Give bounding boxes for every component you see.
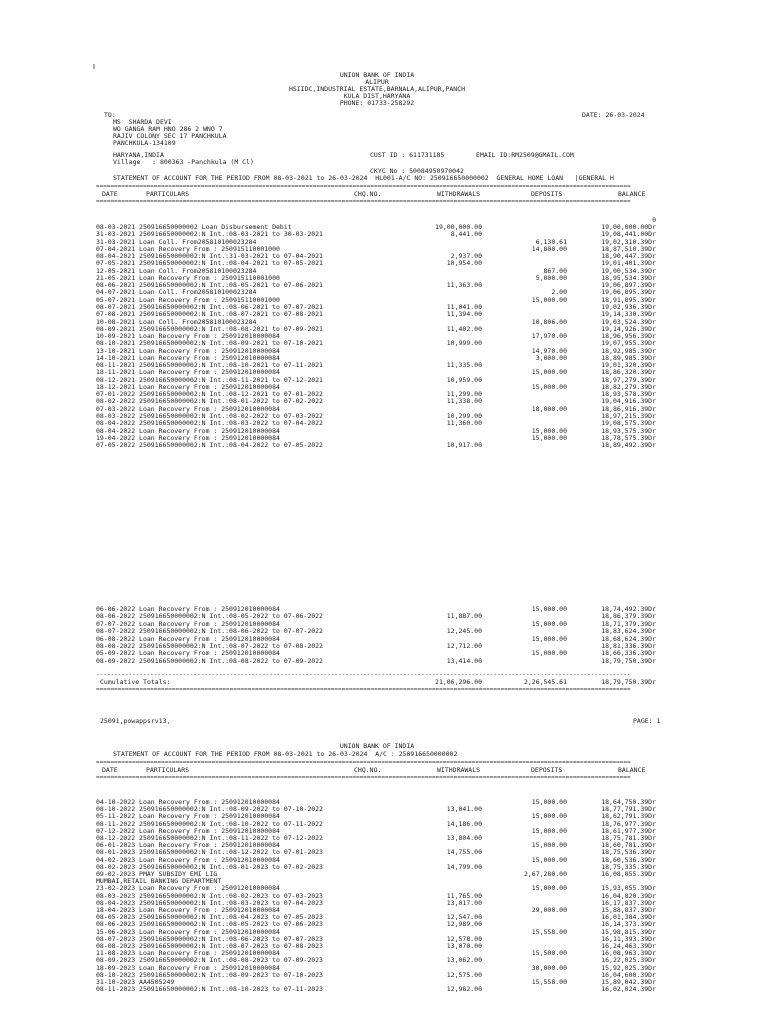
row-particulars: 08-11-2023 250916650000002:N Int.:08-10-2023 to 07-11-2023 bbox=[96, 985, 323, 994]
row-particulars: 08-10-2023 250916650000002:N Int.:08-09-2023 to 07-10-2023 bbox=[96, 970, 323, 979]
row-balance: 19,01,401.39Dr bbox=[601, 259, 656, 268]
row-withdrawal: 12,245.00 bbox=[446, 627, 482, 636]
row-particulars: 07-08-2021 250916650000002:N Int.:08-07-2021 to 07-08-2021 bbox=[96, 310, 323, 319]
row-withdrawal: 13,070.00 bbox=[446, 942, 482, 950]
row-withdrawal: 11,338.00 bbox=[446, 397, 482, 406]
row-particulars: 06-08-2022 Loan Recovery From : 250912010000084 bbox=[96, 634, 280, 643]
row-balance: 18,86,916.39Dr bbox=[601, 404, 656, 413]
row-particulars: 06-06-2022 Loan Recovery From : 250912010000084 bbox=[96, 605, 280, 613]
row-balance: 18,79,750.39Dr bbox=[601, 656, 656, 665]
row-particulars: 08-12-2021 250916650000002:N Int.:08-11-2021 to 07-12-2021 bbox=[96, 375, 323, 384]
table-row bbox=[96, 658, 659, 665]
col-deposits: DEPOSITS bbox=[531, 190, 563, 198]
col-deposits: DEPOSITS bbox=[531, 766, 563, 774]
row-balance: 16,01,384.39Dr bbox=[601, 913, 656, 922]
row-deposit: 867.00 bbox=[543, 266, 567, 275]
row-withdrawal: 10,959.00 bbox=[446, 375, 482, 384]
row-balance: 19,02,310.39Dr bbox=[601, 237, 656, 246]
to-label: TO: bbox=[104, 111, 116, 119]
branch-phone: PHONE: 01733-258292 bbox=[339, 99, 415, 107]
row-particulars: 11-08-2023 Loan Recovery From : 250912010000084 bbox=[96, 949, 280, 958]
cumulative-deposits: 2,26,545.61 bbox=[523, 678, 567, 686]
row-deposit: 15,000.00 bbox=[531, 295, 567, 304]
row-particulars: 31-03-2021 Loan Coll. From205810100023284 bbox=[96, 237, 257, 246]
table-row bbox=[96, 986, 659, 993]
customer-id: CUST ID : 611731185 bbox=[370, 151, 445, 159]
row-balance: 16,02,024.39Dr bbox=[601, 985, 656, 994]
row-withdrawal: 13,062.00 bbox=[446, 956, 482, 965]
row-particulars: 08-09-2021 250916650000002:N Int.:08-08-2021 to 07-09-2021 bbox=[96, 324, 323, 333]
row-withdrawal: 11,299.00 bbox=[446, 390, 482, 399]
row-balance: 19,08,575.39Dr bbox=[601, 419, 656, 428]
row-balance: 15,98,815.39Dr bbox=[601, 927, 656, 936]
row-balance: 16,11,393.39Dr bbox=[601, 934, 656, 943]
col-withdrawals: WITHDRAWALS bbox=[437, 766, 481, 774]
customer-name: MS SHARDA DEVI bbox=[113, 118, 172, 126]
row-balance: 18,92,985.39Dr bbox=[601, 346, 656, 355]
col-date: DATE bbox=[102, 190, 118, 198]
row-balance: 18,68,624.39Dr bbox=[601, 634, 656, 643]
row-particulars: 08-07-2021 250916650000002:N Int.:08-06-2021 to 07-07-2021 bbox=[96, 302, 323, 311]
row-deposit: 15,000.00 bbox=[531, 433, 567, 442]
row-withdrawal: 2,937.00 bbox=[450, 252, 482, 261]
customer-address-3: PANCHKULA-134109 bbox=[113, 139, 176, 147]
cumulative-withdrawals: 21,06,296.00 bbox=[435, 678, 482, 686]
row-balance: 18,74,492.39Dr bbox=[601, 605, 656, 613]
row-balance: 19,01,320.39Dr bbox=[601, 361, 656, 370]
row-particulars: 12-05-2021 Loan Coll. From205810100023284 bbox=[96, 266, 257, 275]
statement-date: DATE: 26-03-2024 bbox=[582, 111, 645, 119]
row-balance: 16,04,820.39Dr bbox=[601, 891, 656, 900]
row-particulars: 18-09-2023 Loan Recovery From : 250912010000084 bbox=[96, 963, 280, 972]
row-balance: 15,92,025.39Dr bbox=[601, 963, 656, 972]
row-particulars: 07-12-2022 Loan Recovery From : 250912010000084 bbox=[96, 826, 280, 835]
statement-title: STATEMENT OF ACCOUNT FOR THE PERIOD FROM 08-03-2021 to 26-03-2024 HL001-A/C NO: 250916650000002 GENERAL HOME LOAN |GENERAL H bbox=[113, 174, 614, 182]
row-balance: 19,04,916.39Dr bbox=[601, 397, 656, 406]
row-particulars: 08-03-2022 250916650000002:N Int.:08-02-2022 to 07-03-2022 bbox=[96, 412, 323, 421]
branch-address-2: KULA DIST,HARYANA bbox=[343, 92, 411, 100]
row-particulars: 18-11-2021 Loan Recovery From : 250912010000084 bbox=[96, 368, 280, 377]
row-particulars: 08-08-2023 250916650000002:N Int.:08-07-2023 to 07-08-2023 bbox=[96, 942, 323, 950]
cumulative-balance: 18,79,750.39Dr bbox=[601, 678, 656, 686]
row-withdrawal: 14,755.00 bbox=[446, 848, 482, 857]
row-balance: 16,14,373.39Dr bbox=[601, 920, 656, 929]
row-deposit: 15,558.00 bbox=[531, 978, 567, 986]
row-withdrawal: 11,887.00 bbox=[446, 612, 482, 621]
row-withdrawal: 14,186.00 bbox=[446, 819, 482, 828]
cumulative-totals-row bbox=[96, 679, 659, 686]
row-particulars: 08-04-2021 250916650000002:N Int.:31-03-2021 to 07-04-2021 bbox=[96, 252, 323, 261]
row-withdrawal: 13,414.00 bbox=[446, 656, 482, 665]
row-balance: 18,86,320.39Dr bbox=[601, 368, 656, 377]
row-particulars: 08-11-2021 250916650000002:N Int.:08-10-2021 to 07-11-2021 bbox=[96, 361, 323, 370]
row-particulars: 07-05-2021 250916650000002:N Int.:08-04-2021 to 07-05-2021 bbox=[96, 259, 323, 268]
row-particulars: 08-08-2022 250916650000002:N Int.:08-07-2022 to 07-08-2022 bbox=[96, 642, 323, 650]
row-deposit: 15,000.00 bbox=[531, 826, 567, 835]
page2-bank-name: UNION BANK OF INDIA bbox=[339, 742, 415, 750]
row-particulars: 08-06-2022 250916650000002:N Int.:08-05-2022 to 07-06-2022 bbox=[96, 612, 323, 621]
row-particulars: 13-10-2021 Loan Recovery From : 250912010000084 bbox=[96, 346, 280, 355]
row-withdrawal: 11,360.00 bbox=[446, 419, 482, 428]
row-particulars: 05-11-2022 Loan Recovery From : 250912010000084 bbox=[96, 812, 280, 821]
row-balance: 15,93,055.39Dr bbox=[601, 884, 656, 893]
table-row bbox=[96, 442, 659, 449]
row-particulars: 08-07-2023 250916650000002:N Int.:08-06-2023 to 07-07-2023 bbox=[96, 934, 323, 943]
row-balance: 18,91,895.39Dr bbox=[601, 295, 656, 304]
row-deposit: 18,000.00 bbox=[531, 404, 567, 413]
row-particulars: 08-06-2023 250916650000002:N Int.:08-05-2023 to 07-06-2023 bbox=[96, 920, 323, 929]
row-balance: 18,75,335.39Dr bbox=[601, 862, 656, 871]
row-balance: 16,17,837.39Dr bbox=[601, 898, 656, 907]
row-withdrawal: 19,00,000.00 bbox=[435, 223, 482, 231]
row-deposit: 14,970.00 bbox=[531, 346, 567, 355]
page-number: PAGE: 1 bbox=[633, 717, 661, 725]
row-balance: 18,77,791.39Dr bbox=[601, 805, 656, 814]
row-particulars: 08-05-2023 250916650000002:N Int.:08-04-2023 to 07-05-2023 bbox=[96, 913, 323, 922]
row-balance: 18,90,447.39Dr bbox=[601, 252, 656, 261]
row-particulars: 10-09-2021 Loan Recovery From : 250912010000084 bbox=[96, 332, 280, 341]
row-withdrawal: 14,799.00 bbox=[446, 862, 482, 871]
row-deposit: 15,000.00 bbox=[531, 855, 567, 864]
customer-address-1: WO GANGA RAM HNO 286 2 WNO 7 bbox=[113, 125, 223, 133]
row-deposit: 3,000.00 bbox=[535, 353, 567, 362]
row-particulars: 19-04-2022 Loan Recovery From : 250912010000084 bbox=[96, 433, 280, 442]
row-particulars: 07-04-2021 Loan Recovery From : 250915110001000 bbox=[96, 244, 280, 253]
row-withdrawal: 13,041.00 bbox=[446, 805, 482, 814]
row-balance: 18,60,536.39Dr bbox=[601, 855, 656, 864]
row-balance: 16,08,963.39Dr bbox=[601, 949, 656, 958]
row-withdrawal: 10,954.00 bbox=[446, 259, 482, 268]
row-particulars: 15-06-2023 Loan Recovery From : 250912010000084 bbox=[96, 927, 280, 936]
row-balance: 18,97,279.39Dr bbox=[601, 375, 656, 384]
col-withdrawals: WITHDRAWALS bbox=[437, 190, 481, 198]
row-deposit: 15,500.00 bbox=[531, 949, 567, 958]
row-balance: 18,89,492.39Dr bbox=[601, 441, 656, 450]
row-deposit: 30,000.00 bbox=[531, 963, 567, 972]
row-particulars: 08-02-2023 250916650000002:N Int.:08-01-2023 to 07-02-2023 bbox=[96, 862, 323, 871]
opening-balance: 0 bbox=[652, 216, 656, 224]
row-deposit: 14,800.00 bbox=[531, 244, 567, 253]
row-particulars: 08-09-2022 250916650000002:N Int.:08-08-2022 to 07-09-2022 bbox=[96, 656, 323, 665]
row-particulars: 10-08-2021 Loan Coll. From205810100023284 bbox=[96, 317, 257, 326]
row-balance: 18,75,536.39Dr bbox=[601, 848, 656, 857]
row-deposit: 15,000.00 bbox=[531, 649, 567, 658]
row-balance: 18,60,781.39Dr bbox=[601, 841, 656, 850]
row-balance: 18,93,575.39Dr bbox=[601, 426, 656, 435]
row-balance: 19,08,441.00Dr bbox=[601, 230, 656, 239]
row-deposit: 5,000.00 bbox=[535, 273, 567, 282]
row-particulars: 07-03-2022 Loan Recovery From : 250912010000084 bbox=[96, 404, 280, 413]
row-balance: 18,87,510.39Dr bbox=[601, 244, 656, 253]
row-particulars: 05-07-2021 Loan Recovery From : 250915110001000 bbox=[96, 295, 280, 304]
row-particulars: 07-01-2022 250916650000002:N Int.:08-12-2021 to 07-01-2022 bbox=[96, 390, 323, 399]
col-balance: BALANCE bbox=[618, 766, 646, 774]
col-date: DATE bbox=[102, 766, 118, 774]
row-deposit: 15,000.00 bbox=[531, 382, 567, 391]
row-withdrawal: 11,335.00 bbox=[446, 361, 482, 370]
row-balance: 18,83,624.39Dr bbox=[601, 627, 656, 636]
table-row bbox=[96, 972, 659, 979]
row-balance: 19,02,936.39Dr bbox=[601, 302, 656, 311]
row-particulars: 08-04-2022 250916650000002:N Int.:08-03-2022 to 07-04-2022 bbox=[96, 419, 323, 428]
row-balance: 18,75,781.39Dr bbox=[601, 834, 656, 842]
row-particulars: 08-07-2022 250916650000002:N Int.:08-06-2022 to 07-07-2022 bbox=[96, 627, 323, 636]
row-balance: 16,22,025.39Dr bbox=[601, 956, 656, 965]
row-balance: 18,66,336.39Dr bbox=[601, 649, 656, 658]
row-particulars: 09-02-2023 PMAY SUBSIDY EMI LIG bbox=[96, 870, 218, 878]
row-balance: 18,71,379.39Dr bbox=[601, 619, 656, 628]
row-particulars: 05-09-2022 Loan Recovery From : 250912010000084 bbox=[96, 649, 280, 658]
row-deposit: 15,000.00 bbox=[531, 841, 567, 850]
row-withdrawal: 12,575.00 bbox=[446, 970, 482, 979]
row-particulars: 08-11-2022 250916650000002:N Int.:08-10-2022 to 07-11-2022 bbox=[96, 819, 323, 828]
bank-name: UNION BANK OF INDIA bbox=[339, 71, 415, 79]
row-withdrawal: 11,402.00 bbox=[446, 324, 482, 333]
row-balance: 18,86,379.39Dr bbox=[601, 612, 656, 621]
row-particulars: 08-04-2023 250916650000002:N Int.:08-03-2023 to 07-04-2023 bbox=[96, 898, 323, 907]
row-particulars: 04-02-2023 Loan Recovery From : 250912010000084 bbox=[96, 855, 280, 864]
row-balance: 16,08,055.39Dr bbox=[601, 870, 656, 878]
row-balance: 18,96,956.39Dr bbox=[601, 332, 656, 341]
cumulative-label: Cumulative Totals: bbox=[100, 678, 171, 686]
row-deposit: 15,000.00 bbox=[531, 812, 567, 821]
row-balance: 19,03,524.39Dr bbox=[601, 317, 656, 326]
row-particulars: 04-07-2021 Loan Coll. From205810100023284 bbox=[96, 288, 257, 297]
row-balance: 16,04,600.39Dr bbox=[601, 970, 656, 979]
row-particulars: 08-03-2021 250916650000002 Loan Disbursement Debit bbox=[96, 223, 292, 231]
row-withdrawal: 8,441.00 bbox=[450, 230, 482, 239]
row-balance: 16,24,463.39Dr bbox=[601, 942, 656, 950]
row-particulars: 08-10-2022 250916650000002:N Int.:08-09-2022 to 07-10-2022 bbox=[96, 805, 323, 814]
row-deposit: 15,000.00 bbox=[531, 426, 567, 435]
row-particulars: 23-02-2023 Loan Recovery From : 250912010000084 bbox=[96, 884, 280, 893]
row-particulars: 08-06-2021 250916650000002:N Int.:08-05-2021 to 07-06-2021 bbox=[96, 281, 323, 290]
row-deposit: 15,000.00 bbox=[531, 368, 567, 377]
row-balance: 19,06,897.39Dr bbox=[601, 281, 656, 290]
customer-address-2: RAJIV COLONY SEC 17 PANCHKULA bbox=[113, 132, 227, 140]
row-deposit: 29,000.00 bbox=[531, 906, 567, 914]
row-particulars: 08-12-2022 250916650000002:N Int.:08-11-2022 to 07-12-2022 bbox=[96, 834, 323, 842]
row-balance: 18,76,977.39Dr bbox=[601, 819, 656, 828]
row-withdrawal: 13,017.00 bbox=[446, 898, 482, 907]
separator: ==================================================================================================================================================== bbox=[96, 775, 631, 781]
ckyc-number: CKYC No : 50084950970042 bbox=[370, 167, 464, 175]
row-deposit: 2,67,280.00 bbox=[523, 870, 567, 878]
row-particulars: 18-04-2023 Loan Recovery From : 250912010000084 bbox=[96, 906, 280, 914]
row-withdrawal: 10,999.00 bbox=[446, 339, 482, 348]
row-balance: 18,78,575.39Dr bbox=[601, 433, 656, 442]
row-withdrawal: 11,394.00 bbox=[446, 310, 482, 319]
separator: ==================================================================================================================================================== bbox=[96, 199, 631, 205]
row-balance: 19,00,000.00Dr bbox=[601, 223, 656, 231]
row-particulars: 06-01-2023 Loan Recovery From : 250912010000084 bbox=[96, 841, 280, 850]
col-chq: CHQ.NO. bbox=[354, 766, 382, 774]
row-balance: 15,88,837.39Dr bbox=[601, 906, 656, 914]
row-particulars: 21-05-2021 Loan Recovery From : 250915110001000 bbox=[96, 273, 280, 282]
page2-statement-title: STATEMENT OF ACCOUNT FOR THE PERIOD FROM 08-03-2021 to 26-03-2024 A/C : 250916650000002 bbox=[113, 750, 458, 758]
row-balance: 18,89,985.39Dr bbox=[601, 353, 656, 362]
row-balance: 18,95,534.39Dr bbox=[601, 273, 656, 282]
row-withdrawal: 12,712.00 bbox=[446, 642, 482, 650]
customer-address-4: HARYANA,INDIA bbox=[113, 151, 164, 159]
row-particulars: 04-10-2022 Loan Recovery From : 250912010000084 bbox=[96, 798, 280, 806]
row-deposit: 15,000.00 bbox=[531, 634, 567, 643]
row-particulars: 08-01-2023 250916650000002:N Int.:08-12-2022 to 07-01-2023 bbox=[96, 848, 323, 857]
row-withdrawal: 11,363.00 bbox=[446, 281, 482, 290]
row-particulars: 08-09-2023 250916650000002:N Int.:08-08-2023 to 07-09-2023 bbox=[96, 956, 323, 965]
column-header bbox=[96, 191, 659, 198]
row-deposit: 15,558.00 bbox=[531, 927, 567, 936]
row-particulars: 08-02-2022 250916650000002:N Int.:08-01-2022 to 07-02-2022 bbox=[96, 397, 323, 406]
separator: ==================================================================================================================================================== bbox=[96, 687, 631, 693]
row-deposit: 15,000.00 bbox=[531, 798, 567, 806]
row-particulars: 31-10-2023 AA4505249 bbox=[96, 978, 175, 986]
row-balance: 19,14,330.39Dr bbox=[601, 310, 656, 319]
row-withdrawal: 12,578.00 bbox=[446, 934, 482, 943]
row-particulars: 08-03-2023 250916650000002:N Int.:08-02-2023 to 07-03-2023 bbox=[96, 891, 323, 900]
col-particulars: PARTICULARS bbox=[146, 190, 190, 198]
row-balance: 15,89,042.39Dr bbox=[601, 978, 656, 986]
customer-village: Village : 800363 -Panchkula (M Cl) bbox=[113, 158, 254, 166]
row-balance: 18,81,336.39Dr bbox=[601, 642, 656, 650]
row-particulars: 08-10-2021 250916650000002:N Int.:08-09-2021 to 07-10-2021 bbox=[96, 339, 323, 348]
col-balance: BALANCE bbox=[618, 190, 646, 198]
customer-email: EMAIL ID:RM2509@GMAIL.COM bbox=[476, 151, 574, 159]
row-balance: 18,93,578.39Dr bbox=[601, 390, 656, 399]
branch-name: ALIPUR bbox=[365, 78, 389, 86]
row-balance: 19,07,955.39Dr bbox=[601, 339, 656, 348]
row-withdrawal: 12,547.00 bbox=[446, 913, 482, 922]
row-particulars: 08-04-2022 Loan Recovery From : 250912010000084 bbox=[96, 426, 280, 435]
row-particulars: 14-10-2021 Loan Recovery From : 250912010000084 bbox=[96, 353, 280, 362]
row-deposit: 10,806.00 bbox=[531, 317, 567, 326]
row-balance: 18,64,750.39Dr bbox=[601, 798, 656, 806]
corner-mark: ▯ bbox=[92, 62, 96, 70]
row-balance: 18,97,215.39Dr bbox=[601, 412, 656, 421]
row-balance: 18,61,977.39Dr bbox=[601, 826, 656, 835]
row-particulars: 07-05-2022 250916650000002:N Int.:08-04-2022 to 07-05-2022 bbox=[96, 441, 323, 450]
row-deposit: 15,000.00 bbox=[531, 605, 567, 613]
col-chq: CHQ.NO. bbox=[354, 190, 382, 198]
row-withdrawal: 10,299.00 bbox=[446, 412, 482, 421]
col-particulars: PARTICULARS bbox=[146, 766, 190, 774]
row-deposit: 15,000.00 bbox=[531, 884, 567, 893]
row-particulars: MUMBAI,RETAIL BANKING DEPARTMENT bbox=[96, 877, 222, 886]
row-deposit: 17,970.00 bbox=[531, 332, 567, 341]
row-withdrawal: 11,041.00 bbox=[446, 302, 482, 311]
row-balance: 19,00,534.39Dr bbox=[601, 266, 656, 275]
row-deposit: 6,130.61 bbox=[535, 237, 567, 246]
row-balance: 18,62,791.39Dr bbox=[601, 812, 656, 821]
row-balance: 19,06,895.39Dr bbox=[601, 288, 656, 297]
row-deposit: 15,000.00 bbox=[531, 619, 567, 628]
row-withdrawal: 12,982.00 bbox=[446, 985, 482, 994]
row-balance: 19,14,926.39Dr bbox=[601, 324, 656, 333]
page2-column-header bbox=[96, 767, 659, 774]
row-withdrawal: 12,989.00 bbox=[446, 920, 482, 929]
row-balance: 18,82,279.39Dr bbox=[601, 382, 656, 391]
separator-dash: ---------------------------------------------------------------------------------------------------------------------------------------------------- bbox=[96, 672, 631, 678]
row-deposit: 2.00 bbox=[551, 288, 567, 297]
row-particulars: 07-07-2022 Loan Recovery From : 250912010000084 bbox=[96, 619, 280, 628]
branch-address-1: HSIIDC,INDUSTRIAL ESTATE,BARNALA,ALIPUR,PANCH bbox=[288, 85, 466, 93]
separator: ==================================================================================================================================================== bbox=[96, 760, 631, 766]
row-withdrawal: 11,765.00 bbox=[446, 891, 482, 900]
row-particulars: 18-12-2021 Loan Recovery From : 250912010000084 bbox=[96, 382, 280, 391]
row-particulars: 31-03-2021 250916650000002:N Int.:08-03-2021 to 30-03-2021 bbox=[96, 230, 323, 239]
row-withdrawal: 13,804.00 bbox=[446, 834, 482, 842]
footer-server: 25091,powappsrv13, bbox=[100, 717, 171, 725]
separator: ==================================================================================================================================================== bbox=[96, 184, 631, 190]
row-withdrawal: 10,917.00 bbox=[446, 441, 482, 450]
